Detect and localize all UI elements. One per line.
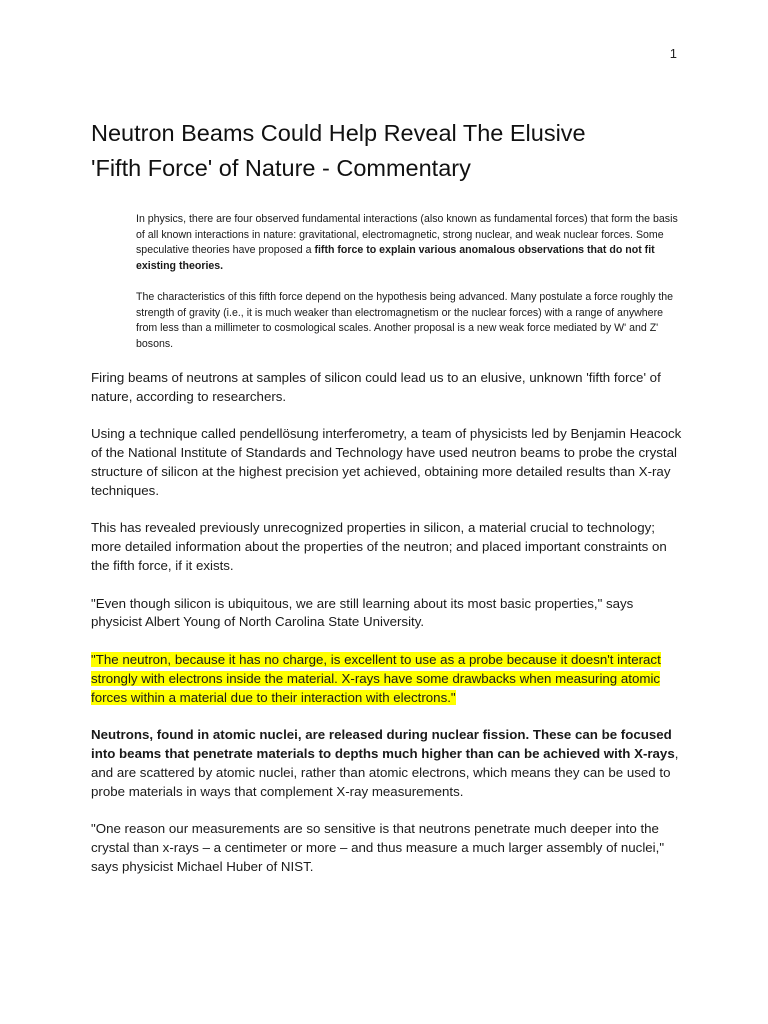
body-paragraph-5 xyxy=(91,651,683,707)
body-paragraph-4: "Even though silicon is ubiquitous, we are still learning about its most basic properties," says physicist Albert Young of North Carolina State University. xyxy=(91,595,634,630)
article-body xyxy=(91,369,683,895)
body-paragraph-1: Firing beams of neutrons at samples of silicon could lead us to an elusive, unknown 'fifth force' of nature, according to researchers. xyxy=(91,370,661,404)
highlighted-quote: "The neutron, because it has no charge, is excellent to use as a probe because it doesn't interact strongly with electrons inside the material. X-rays have some drawbacks when measuring atomic forces within a material due to their interaction with electrons." xyxy=(91,651,661,705)
body-paragraph-6-bold: Neutrons, found in atomic nuclei, are released during nuclear fission. These can be focused into beams that penetrate materials to depths much higher than can be achieved with X-rays xyxy=(91,727,675,761)
quote-paragraph-1 xyxy=(136,212,681,274)
body-paragraph-3: This has revealed previously unrecognized properties in silicon, a material crucial to technology; more detailed information about the properties of the neutron; and placed important constraints on the fifth force, if it exists. xyxy=(91,520,667,573)
body-paragraph-6 xyxy=(91,726,683,801)
body-paragraph-2: Using a technique called pendellösung interferometry, a team of physicists led by Benjamin Heacock of the National Institute of Standards and Technology have used neutron beams to probe the crystal structure of silicon at the highest precision yet achieved, obtaining more detailed results than X-ray techniques. xyxy=(91,426,682,498)
quote-paragraph-2: The characteristics of this fifth force depend on the hypothesis being advanced. Many postulate a force roughly the strength of gravity (i.e., it is much weaker than electromagnetism or the nuclear forces) with a range of anywhere from less than a millimeter to cosmological scales. Another proposal is a new weak force mediated by W' and Z' bosons. xyxy=(136,290,674,350)
block-quote xyxy=(136,212,681,368)
document-title xyxy=(91,116,691,186)
title-line-1: Neutron Beams Could Help Reveal The Elusive xyxy=(91,120,586,146)
quote-paragraph-1-text: In physics, there are four observed fundamental interactions (also known as fundamental forces) that form the basis of all known interactions in nature: gravitational, electromagnetic, strong nuclear, and weak nuclear forces. Some speculative theories have proposed a xyxy=(136,213,678,257)
title-line-2: 'Fifth Force' of Nature - Commentary xyxy=(91,155,471,181)
quote-paragraph-1-bold: fifth force to explain various anomalous observations that do not fit existing theories. xyxy=(136,244,655,272)
body-paragraph-7: "One reason our measurements are so sensitive is that neutrons penetrate much deeper into the crystal than x-rays – a centimeter or more – and thus measure a much larger assembly of nuclei," says physicist Michael Huber of NIST. xyxy=(91,821,665,874)
page-number: 1 xyxy=(669,46,677,61)
body-paragraph-6-rest: , and are scattered by atomic nuclei, rather than atomic electrons, which means they can be used to probe materials in ways that complement X-ray measurements. xyxy=(91,745,679,799)
